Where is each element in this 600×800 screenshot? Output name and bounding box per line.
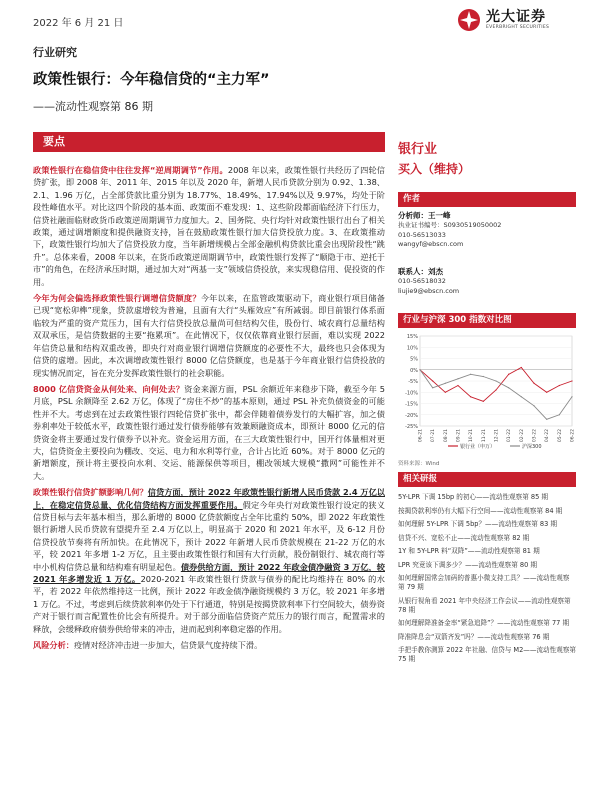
chart-x-tick-label: 05-22 (557, 429, 563, 443)
chart-x-tick-label: 11-21 (481, 429, 487, 443)
chart-y-tick-label: -25% (405, 424, 418, 430)
chart-data-point (432, 380, 433, 381)
logo-name-en: EVERBRIGHT SECURITIES (486, 24, 550, 30)
chart-heading: 行业与沪深 300 指数对比图 (398, 313, 576, 328)
contact-phone: 010-56518032 (398, 277, 446, 286)
analyst-label: 分析师： (398, 211, 428, 220)
chart-x-tick-label: 06-21 (418, 429, 424, 443)
chart-data-point (559, 385, 560, 386)
contact-info (398, 267, 576, 296)
chart-y-tick-label: 10% (406, 345, 418, 352)
analyst-info (398, 211, 576, 250)
chart-legend-label: 银行业（申万） (460, 444, 496, 450)
report-category: 行业研究 (33, 46, 77, 59)
paragraph-4-lead: 政策性银行信贷扩额影响几何？ (33, 487, 148, 498)
chart-data-point (445, 383, 446, 384)
paragraph-3-lead: 8000 亿信贷资金从何处来、向何处去？ (33, 383, 185, 394)
contact-line (398, 267, 576, 277)
chart-data-point (457, 385, 458, 386)
chart-x-tick-label: 02-22 (519, 429, 525, 443)
everbright-logo-icon (457, 8, 481, 32)
investment-rating: 买入（维持） (398, 162, 471, 176)
company-logo (457, 6, 575, 34)
related-report-item[interactable]: 手把手教你测算 2022 年社融、信贷与 M2——流动性观察第 75 期 (398, 646, 577, 663)
chart-x-tick-label: 03-22 (532, 429, 538, 443)
chart-data-point (521, 367, 522, 368)
chart-data-point (533, 383, 534, 384)
chart-data-point (445, 392, 446, 393)
analyst-line (398, 211, 576, 221)
related-report-item[interactable]: 从银行视角看 2021 年中央经济工作会议——流动性观察第 78 期 (398, 596, 571, 614)
risk-text: 疫情对经济冲击进一步加大，信贷景气度持续下滑。 (73, 640, 263, 651)
summary-body (33, 164, 385, 655)
industry-name: 银行业 (398, 142, 438, 157)
report-date: 2022 年 6 月 21 日 (33, 18, 124, 29)
chart-data-point (508, 374, 509, 375)
risk-lead: 风险分析： (33, 640, 74, 651)
chart-data-point (470, 374, 471, 375)
chart-data-point (559, 414, 560, 415)
chart-data-point (571, 380, 572, 381)
chart-data-point (495, 389, 496, 390)
related-report-item[interactable]: 如何理解国常会加码的普惠小微支持工具？——流动性观察第 79 期 (398, 574, 570, 591)
credit-aspect-label: 信贷方面， (147, 487, 189, 498)
summary-paragraph-2 (33, 292, 385, 379)
analyst-license: 执业证书编号：S0930519050002 (398, 221, 502, 230)
chart-data-point (483, 401, 484, 402)
chart-data-point (483, 376, 484, 377)
chart-y-tick-label: 0% (410, 367, 418, 374)
chart-data-point (571, 396, 572, 397)
paragraph-3-text: 资金来源方面，PSL 余额近年来稳步下降，截至今年 5 月底，PSL 余额降至 2.62 万亿，体现了“房住不炒”的基本原则，通过 PSL 补充负债资金的可能性并不大。考虑到在过去政策性银行四轮信贷扩张中，都会伴随着债券发行的大幅扩容，加之债券利率处于较低水平，政策性银行通过发行债券能够有效兼顾融资成本，即预计 8000 亿元的信贷资金将主要通过发行债券予以补充。资金运用方面，在三大政策性银行中，国开行体量相对更大，信贷资金主要投向为棚改、交运、电力和水利等行业，合计占比近 60%。对于 8000 亿元的新增额度，预计将主要投向水利、交运、能源保供等项目，棚改领域大规模“撒网”可能性并不大。 (33, 383, 385, 481)
chart-data-point (419, 369, 420, 370)
related-report-item[interactable]: 如何理解降准备金率“紧急追降”？——流动性观察第 77 期 (398, 619, 570, 627)
chart-x-tick-label: 06-22 (570, 429, 576, 443)
chart-data-point (470, 396, 471, 397)
chart-source: 资料来源：Wind (398, 461, 440, 467)
chart-y-tick-label: 15% (406, 334, 418, 340)
contact-label: 联系人： (398, 267, 428, 276)
contact-name: 刘杰 (428, 267, 443, 276)
report-title: 政策性银行：今年稳信贷的“主力军” (33, 72, 270, 88)
related-report-item[interactable]: 5Y-LPR 下调 15bp 的初心——流动性观察第 85 期 (398, 493, 548, 501)
chart-data-point (546, 392, 547, 393)
related-report-item[interactable]: 信贷不兴、宽松不止——流动性观察第 82 期 (398, 533, 530, 542)
paragraph-1-lead: 政策性银行在稳信贷中往往发挥“逆周期调节”作用。 (33, 165, 228, 175)
report-subtitle: ——流动性观察第 86 期 (33, 100, 153, 113)
credit-analysis: 假定今年央行对政策性银行设定的狭义信贷目标与去年基本相当，那么新增的 8000 亿贷款额度占全年比重约 50%，即 2022 年政策性银行新增人民币贷款有望提升至 2.4 万亿以上，明显高于 2020 和 2021 年水平，及 6-12 月份信贷投放节奏将有所加快。在此情况下，预计 2022 年新增人民币贷款规模在 21-22 万亿的水平，较 2021 年多增 1-2 万亿，且主要由政策性银行和国有大行贡献，股份制银行、城农商行等中小机构信贷总量和结构难有明显起色。 (33, 499, 385, 572)
chart-x-tick-label: 01-22 (507, 429, 513, 443)
chart-x-tick-label: 08-21 (443, 429, 449, 443)
analyst-email[interactable]: wangyf@ebscn.com (398, 240, 464, 249)
chart-x-tick-label: 07-21 (431, 429, 437, 443)
index-comparison-chart (398, 330, 576, 454)
chart-y-tick-label: 5% (410, 356, 418, 363)
chart-series-line (420, 370, 572, 420)
chart-y-tick-label: -5% (408, 379, 418, 385)
chart-data-point (533, 405, 534, 406)
summary-paragraph-3 (33, 383, 385, 482)
bond-analysis: 2020-2021 年政策性银行贷款与债券的配比均维持在 80% 的水平，若 2022 年依然维持这一比例，预计 2022 年政金债净融资规模约 3 万亿，较 2021 年多增 1 万亿。不过，考虑到后续贷款利率仍处于下行通道，特别是按揭贷款利率下行空间较大，债券资产对于银行而言配置性价比会有所提升。对于部分面临信贷资产荒压力的银行而言，配置需求的释放，会缓释政府债券供给带来的冲击，进而起到利率稳定器的作用。 (33, 574, 385, 634)
paragraph-1-text: 2008 年以来，政策性银行共经历了四轮信贷扩张，即 2008 年、2011 年、2015 年以及 2020 年，新增人民币贷款分别为 0.92、1.38、2.1、1.96 万亿，占全部贷款比重分别为 18.77%、18.49%、17.94%以及 9.97%，均处于阶段性峰值水平。对比这四个阶段的基本面、政策面不难发现：1、这些阶段都面临经济下行压力，信贷社融面临财政货币政策逆周期调节力度加大。2、国务院、央行均针对政策性银行出台了相关政策，通过调增额度和提供融资支持，旨在鼓励政策性银行加大信贷投放力度。3、在政策推动下，政策性银行均加大了信贷投放力度，当年新增规模占全部金融机构贷款比重会出现阶段性“跳升”。总体来看，2008 年以来，在货币政策逆周期调节中，政策性银行发挥了“顺隐于市、逆托于市”的角色，在经济承压时期，通过加大对“两基一支”领域信贷投放，来实现稳信用、促投资的作用。 (33, 165, 385, 287)
chart-y-tick-label: -20% (405, 412, 418, 419)
chart-data-point (457, 378, 458, 379)
paragraph-2-text: 今年以来，在监管政策驱动下，商业银行项目储备已现“宽松卯榫”现象，贷款虚增较为普遍，且面有大行“头雁效应”有所减弱。即目前银行体系面临较为严重的资产荒压力，国有大行信贷投放总量尚可但结构欠佳，股份行、城农商行总量结构双双承压，是信贷数据的主要“拖累项”。在此情况下，仅仅依靠商业银行层面，难以实现 2022 年信贷总量和结构双重改善，即央行对商业银行调增信贷额度的必要性不大，最终也只会体现为信贷的虚增。因此，本次调增政策性银行 8000 亿信贷额度，也是基于今年商业银行信贷投放的现实情况而定，旨在充分发挥政策性银行的社会职能。 (33, 293, 385, 378)
chart-data-point (546, 419, 547, 420)
chart-data-point (495, 380, 496, 381)
chart-data-point (432, 387, 433, 388)
related-reports-list (398, 493, 576, 669)
contact-email[interactable]: liujie9@ebscn.com (398, 286, 460, 295)
analyst-name: 王一峰 (428, 211, 451, 220)
author-heading: 作者 (398, 192, 576, 207)
chart-legend-label: 沪深300 (522, 444, 542, 450)
related-report-item[interactable]: 如何理解 5Y-LPR 下调 5bp？——流动性观察第 83 期 (398, 520, 557, 528)
chart-y-tick-label: -10% (405, 390, 418, 397)
chart-data-point (508, 387, 509, 388)
chart-data-point (521, 396, 522, 397)
credit-forecast: 预计 2022 年政策性银行新增人民币贷款 2.4 万亿以上，在稳定信贷总量、优化信贷结构方面发挥重要作用。 (33, 487, 385, 510)
chart-x-tick-label: 04-22 (545, 429, 551, 443)
bond-forecast: 债券供给方面，预计 2022 年政金债净融资 3 万亿，较 2021 年多增发近 1 万亿。 (33, 561, 385, 584)
chart-x-tick-label: 12-21 (494, 429, 500, 443)
related-report-item[interactable]: 按揭贷款利率仍有大幅下行空间——流动性观察第 84 期 (398, 506, 563, 515)
summary-paragraph-4 (33, 486, 385, 635)
related-heading: 相关研报 (398, 472, 576, 487)
related-report-item[interactable]: 降准降息会“双箭齐发”吗？——流动性观察第 76 期 (398, 632, 550, 641)
chart-y-tick-label: -15% (405, 401, 418, 408)
risk-paragraph (33, 639, 385, 651)
summary-paragraph-1 (33, 164, 385, 288)
summary-heading: 要点 (33, 132, 385, 152)
analyst-phone: 010-56513033 (398, 230, 446, 239)
related-report-item[interactable]: 1Y 和 5Y-LPR 料“双降”——流动性观察第 81 期 (398, 547, 540, 555)
logo-name: 光大证券 (486, 8, 546, 25)
chart-x-tick-label: 09-21 (456, 429, 462, 443)
chart-x-tick-label: 10-21 (469, 429, 475, 443)
paragraph-2-lead: 今年为何会偏选择政策性银行调增信贷额度？ (33, 293, 201, 304)
related-report-item[interactable]: LPR 究竟该下调多少？——流动性观察第 80 期 (398, 560, 538, 569)
